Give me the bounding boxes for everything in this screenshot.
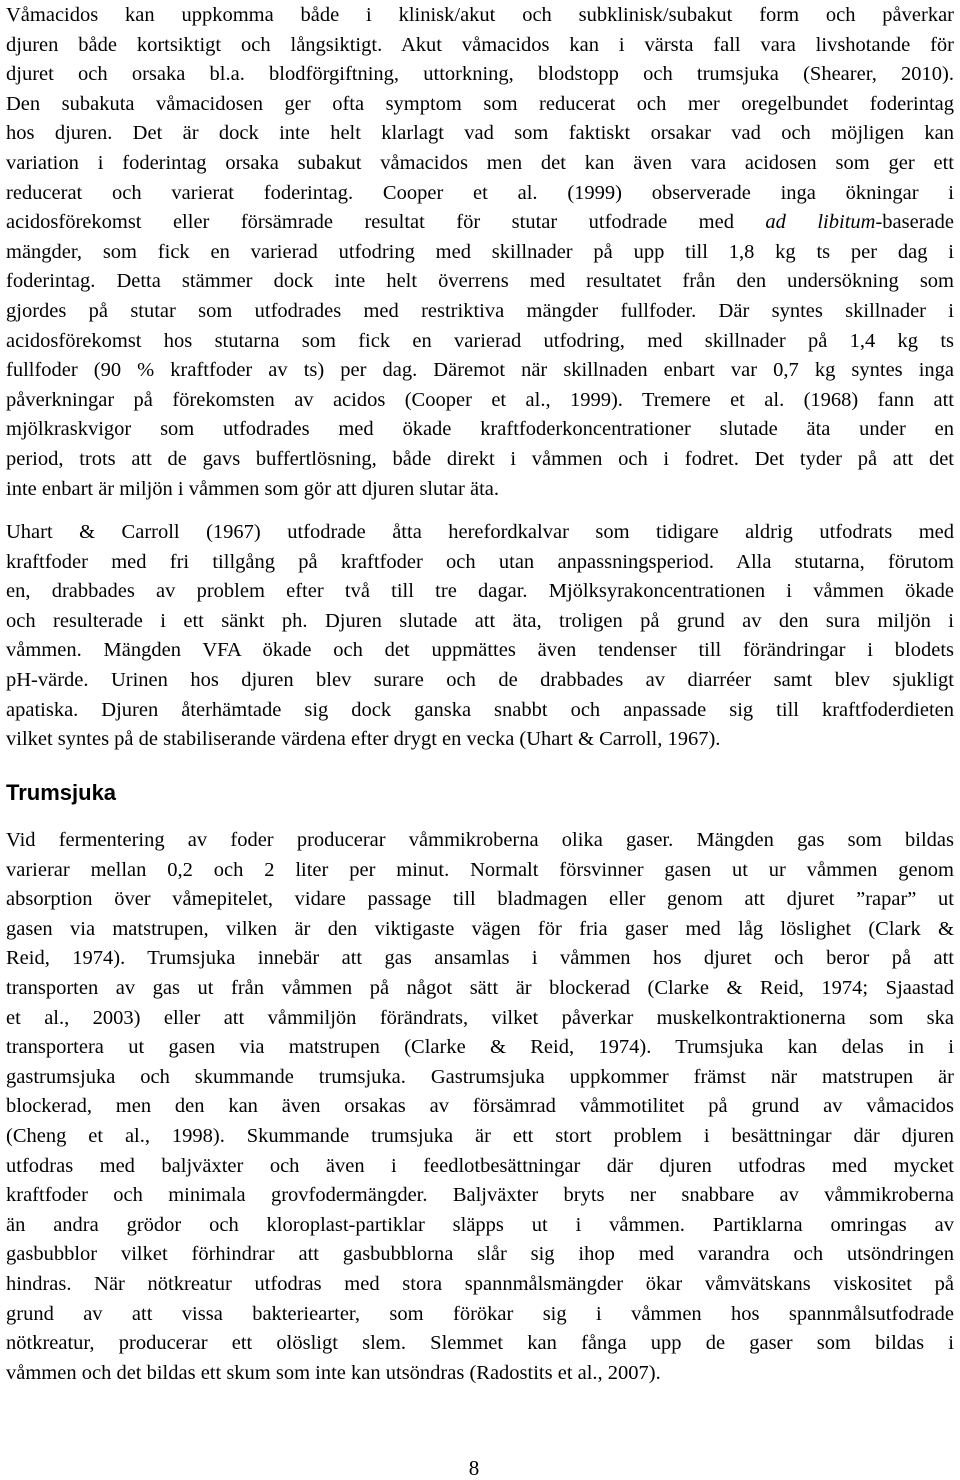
text-line: gastrumsjuka och skummande trumsjuka. Gastrumsjuka uppkommer främst när matstrupen är bbox=[6, 1065, 954, 1088]
text-line: absorption över våmepitelet, vidare passage till bladmagen eller genom att djuret ”rapar” ut bbox=[6, 888, 954, 911]
paragraph-uhart-carroll bbox=[6, 518, 954, 755]
text-line: påverkningar på förekomsten av acidos (Cooper et al., 1999). Tremere et al. (1968) fann att bbox=[6, 388, 954, 411]
text-line: (Cheng et al., 1998). Skummande trumsjuka är ett stort problem i besättningar där djuren bbox=[6, 1124, 954, 1147]
text-segment: acidosförekomst eller försämrade resultat för stutar utfodrade med bbox=[6, 211, 766, 234]
text-line: transportera ut gasen via matstrupen (Clarke & Reid, 1974). Trumsjuka kan delas in i bbox=[6, 1036, 954, 1059]
text-line: utfodras med baljväxter och även i feedlotbesättningar där djuren utfodras med mycket bbox=[6, 1154, 954, 1177]
text-line: och resulterade i ett sänkt ph. Djuren slutade att äta, troligen på grund av den sura miljön i bbox=[6, 609, 954, 632]
text-line: våmmen. Mängden VFA ökade och det uppmättes även tendenser till förändringar i blodets bbox=[6, 639, 954, 662]
text-line: kraftfoder och minimala grovfodermängder. Baljväxter bryts ner snabbare av våmmikroberna bbox=[6, 1184, 954, 1207]
italic-term: ad libitum bbox=[765, 211, 876, 234]
text-line: djuren både kortsiktigt och långsiktigt. Akut våmacidos kan i värsta fall vara livshotande för bbox=[6, 33, 954, 56]
section-heading: Trumsjuka bbox=[6, 780, 117, 805]
text-line: mjölkraskvigor som utfodrades med ökade kraftfoderkoncentrationer slutade äta under en bbox=[6, 418, 954, 441]
text-line: foderintag. Detta stämmer dock inte helt överrens med resultatet från den undersökning som bbox=[6, 270, 954, 293]
text-line: gasen via matstrupen, vilken är den viktigaste vägen för fria gaser med låg löslighet (Clark & bbox=[6, 917, 954, 940]
text-line: period, trots att de gavs buffertlösning, både direkt i våmmen och i fodret. Det tyder på att det bbox=[6, 447, 954, 470]
paragraph-trumsjuka bbox=[6, 826, 954, 1388]
text-line: varierar mellan 0,2 och 2 liter per minut. Normalt försvinner gasen ut ur våmmen genom bbox=[6, 858, 954, 881]
text-line: nötkreatur, producerar ett olösligt slem. Slemmet kan fånga upp de gaser som bildas i bbox=[6, 1332, 954, 1355]
text-line: Den subakuta våmacidosen ger ofta symptom som reducerat och mer oregelbundet foderintag bbox=[6, 92, 954, 115]
text-line: grund av att vissa bakteriearter, som förökar sig i våmmen hos spannmålsutfodrade bbox=[6, 1302, 954, 1325]
text-line: djuret och orsaka bl.a. blodförgiftning, uttorkning, blodstopp och trumsjuka (Shearer, 2010). bbox=[6, 63, 954, 86]
text-line: gasbubblor vilket förhindrar att gasbubblorna slår sig ihop med varandra och utsöndringen bbox=[6, 1243, 954, 1266]
text-line: kraftfoder med fri tillgång på kraftfoder och utan anpassningsperiod. Alla stutarna, förutom bbox=[6, 550, 954, 573]
text-line: vilket syntes på de stabiliserande värdena efter drygt en vecka (Uhart & Carroll, 1967). bbox=[6, 728, 721, 751]
text-line: en, drabbades av problem efter två till tre dagar. Mjölksyrakoncentrationen i våmmen ökade bbox=[6, 580, 954, 603]
text-line: et al., 2003) eller att våmmiljön förändrats, vilket påverkar muskelkontraktionerna som ska bbox=[6, 1006, 954, 1029]
text-line: pH-värde. Urinen hos djuren blev surare och de drabbades av diarréer samt blev sjukligt bbox=[6, 668, 954, 691]
text-line: fullfoder (90 % kraftfoder av ts) per dag. Däremot när skillnaden enbart var 0,7 kg syntes inga bbox=[6, 359, 954, 382]
text-line: hindras. När nötkreatur utfodras med stora spannmålsmängder ökar våmvätskans viskositet på bbox=[6, 1272, 954, 1295]
text-line: acidosförekomst hos stutarna som fick en varierad utfodring, med skillnader på 1,4 kg ts bbox=[6, 329, 954, 352]
text-line: Vid fermentering av foder producerar våmmikroberna olika gaser. Mängden gas som bildas bbox=[6, 829, 954, 851]
text-line: våmmen och det bildas ett skum som inte kan utsöndras (Radostits et al., 2007). bbox=[6, 1361, 661, 1384]
paragraph-acidosis bbox=[6, 1, 954, 504]
text-line: reducerat och varierat foderintag. Cooper et al. (1999) observerade inga ökningar i bbox=[6, 181, 954, 204]
text-line: gjordes på stutar som utfodrades med restriktiva mängder fullfoder. Där syntes skillnader i bbox=[6, 299, 954, 322]
text-line: mängder, som fick en varierad utfodring med skillnader på upp till 1,8 kg ts per dag i bbox=[6, 240, 954, 263]
text-segment: -baserade bbox=[875, 211, 954, 234]
text-line: inte enbart är miljön i våmmen som gör att djuren slutar äta. bbox=[6, 477, 500, 500]
text-line: transporten av gas ut från våmmen på något sätt är blockerad (Clarke & Reid, 1974; Sjaastad bbox=[6, 976, 954, 999]
text-line: Uhart & Carroll (1967) utfodrade åtta herefordkalvar som tidigare aldrig utfodrats med bbox=[6, 521, 954, 543]
page-number: 8 bbox=[468, 1456, 480, 1480]
text-line: Reid, 1974). Trumsjuka innebär att gas ansamlas i våmmen hos djuret och beror på att bbox=[6, 947, 954, 970]
text-line: blockerad, men den kan även orsakas av försämrad våmmotilitet på grund av våmacidos bbox=[6, 1095, 954, 1118]
text-line: Våmacidos kan uppkomma både i klinisk/akut och subklinisk/subakut form och påverkar bbox=[6, 4, 954, 26]
text-line: hos djuren. Det är dock inte helt klarlagt vad som faktiskt orsakar vad och möjligen kan bbox=[6, 122, 954, 145]
text-line: apatiska. Djuren återhämtade sig dock ganska snabbt och anpassade sig till kraftfoderdieten bbox=[6, 698, 954, 721]
text-line: variation i foderintag orsaka subakut våmacidos men det kan även vara acidosen som ger ett bbox=[6, 151, 954, 174]
text-line: än andra grödor och kloroplast-partiklar släpps ut i våmmen. Partiklarna omringas av bbox=[6, 1213, 954, 1236]
text-line-italic-phrase bbox=[6, 208, 954, 238]
